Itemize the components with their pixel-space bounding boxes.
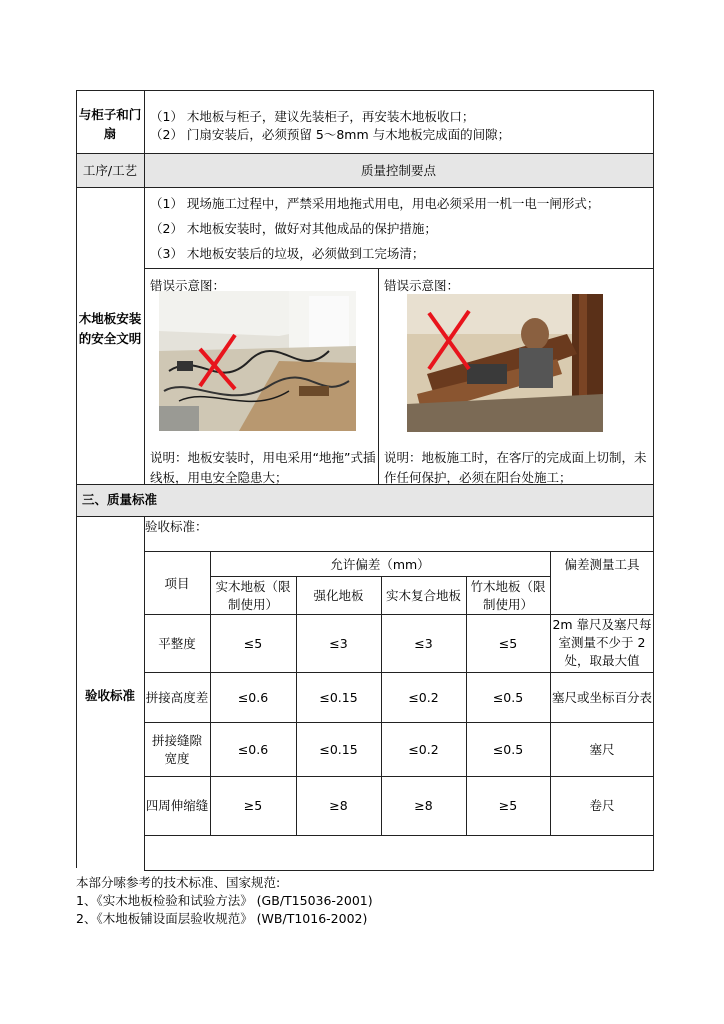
left-figure-caption: 说明：地板安装时，用电采用“地拖”式插线板，用电安全隐患大；: [150, 450, 376, 484]
error-x-mark-left: [195, 331, 240, 391]
reference-item-1: 1、《实木地板检验和试验方法》 (GB/T15036-2001): [76, 893, 373, 908]
table-row-2-tool: 塞尺或坐标百分表: [551, 690, 652, 705]
table-row-4-value-1: ≥5: [243, 798, 263, 813]
table-row-4-tool: 卷尺: [589, 798, 615, 813]
left-figure-title: 错误示意图：: [150, 278, 226, 293]
table-row-3-item: 拼接缝隙宽度: [151, 733, 202, 766]
top-item-2: （2） 门扇安装后，必须预留 5～8mm 与木地板完成面的间隙；: [150, 127, 511, 142]
section3-title: 三、质量标准: [82, 492, 158, 507]
table-tolerance-header: 允许偏差（mm）: [330, 557, 430, 572]
table-row-2-value-4: ≤0.5: [492, 690, 524, 705]
acceptance-intro: 验收标准：: [145, 519, 208, 534]
table-row-4-value-2: ≥8: [329, 798, 348, 813]
table-subheader-1: 实木地板（限制使用）: [215, 579, 291, 612]
table-item-header: 项目: [164, 576, 190, 591]
table-row-1-value-4: ≤5: [498, 636, 518, 651]
error-x-mark-right: [425, 307, 475, 373]
table-row-2-value-1: ≤0.6: [237, 690, 269, 705]
safety-item-2: （2） 木地板安装时，做好对其他成品的保护措施；: [150, 221, 437, 236]
right-figure-caption: 说明：地板施工时，在客厅的完成面上切制，未作任何保护，必须在阳台处施工；: [384, 450, 647, 484]
table-row-2-value-3: ≤0.2: [408, 690, 439, 705]
table-row-1-value-3: ≤3: [414, 636, 433, 651]
wrong-example-photo-left: [159, 291, 356, 431]
table-row-2-item: 拼接高度差: [145, 690, 209, 705]
table-row-1-item: 平整度: [158, 636, 196, 651]
table-row-3-tool: 塞尺: [589, 742, 615, 757]
safety-label: 木地板安装的安全文明: [78, 311, 142, 346]
table-row-1-value-1: ≤5: [243, 636, 263, 651]
table-subheader-3: 实木复合地板: [385, 588, 461, 603]
top-item-1: （1） 木地板与柜子，建议先装柜子，再安装木地板收口；: [150, 109, 475, 124]
right-figure-title: 错误示意图：: [384, 278, 460, 293]
process-header-col1: 工序/工艺: [82, 163, 138, 178]
table-row-3-value-2: ≤0.15: [319, 742, 358, 757]
table-row-4-value-4: ≥5: [498, 798, 518, 813]
table-row-3-value-4: ≤0.5: [492, 742, 524, 757]
table-subheader-4: 竹木地板（限制使用）: [470, 579, 546, 612]
table-row-3-value-1: ≤0.6: [237, 742, 269, 757]
section3-bg: [76, 484, 654, 516]
table-row-1-tool: 2m 靠尺及塞尺每室测量不少于 2 处，取最大值: [552, 617, 652, 668]
table-row-4-value-3: ≥8: [414, 798, 433, 813]
top-row-label: 与柜子和门扇: [78, 107, 142, 141]
safety-item-1: （1） 现场施工过程中，严禁采用地拖式用电，用电必须采用一机一电一闸形式；: [150, 196, 600, 211]
table-row-2-value-2: ≤0.15: [319, 690, 358, 705]
acceptance-label: 验收标准: [84, 688, 135, 703]
references-intro: 本部分嗦参考的技术标准、国家规范:: [76, 875, 281, 890]
reference-item-2: 2、《木地板铺设面层验收规范》 (WB/T1016-2002): [76, 911, 368, 926]
safety-item-3: （3） 木地板安装后的垃圾，必须做到工完场清；: [150, 246, 425, 261]
table-subheader-2: 强化地板: [313, 588, 364, 603]
table-row-3-value-3: ≤0.2: [408, 742, 439, 757]
table-row-1-value-2: ≤3: [329, 636, 348, 651]
table-tool-header: 偏差测量工具: [564, 557, 640, 572]
process-header-col2: 质量控制要点: [360, 163, 436, 178]
table-row-4-item: 四周伸缩缝: [145, 798, 209, 813]
